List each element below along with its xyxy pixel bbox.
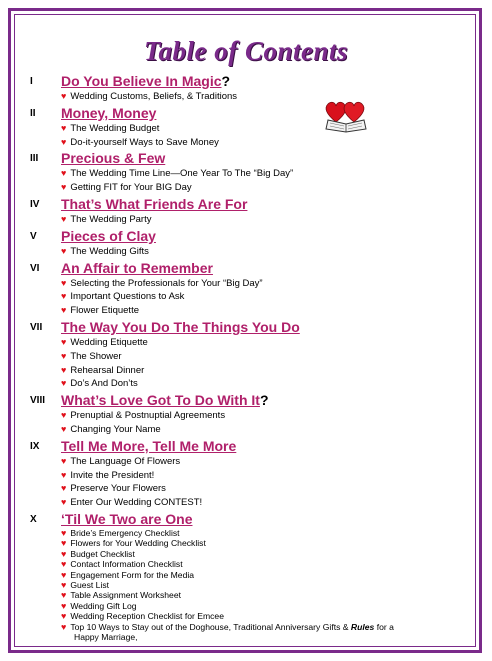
section-numeral: VI (30, 262, 40, 274)
list-item[interactable]: ♥ Table Assignment Worksheet (61, 590, 182, 601)
heart-icon: ♥ (61, 590, 67, 601)
heart-icon: ♥ (61, 91, 67, 101)
heart-icon: ♥ (61, 182, 67, 193)
section-numeral: V (30, 230, 37, 242)
heart-icon: ♥ (61, 483, 67, 494)
heart-icon: ♥ (61, 291, 67, 302)
heart-icon: ♥ (61, 621, 67, 632)
heart-icon: ♥ (61, 527, 67, 538)
list-item[interactable]: ♥ Wedding Etiquette (61, 336, 148, 348)
list-item[interactable]: ♥ Enter Our Wedding CONTEST! (61, 497, 203, 509)
section-numeral: I (30, 76, 33, 87)
list-item[interactable]: ♥ Guest List (61, 579, 110, 590)
list-item[interactable]: ♥ Prenuptial & Postnuptial Agreements (61, 410, 226, 422)
section-iv (30, 195, 470, 227)
section-heading[interactable]: Money, Money (61, 104, 157, 121)
list-item[interactable]: ♥ Important Questions to Ask (61, 291, 185, 303)
heart-icon: ♥ (61, 497, 67, 508)
list-item[interactable]: ♥ Flowers for Your Wedding Checklist (61, 538, 206, 549)
list-item[interactable]: ♥ Invite the President! (61, 469, 155, 481)
list-item[interactable]: ♥ Rehearsal Dinner (61, 364, 145, 376)
section-x (30, 510, 470, 642)
list-item[interactable]: ♥ The Wedding Time Line—One Year To The “Big Day” (61, 168, 294, 180)
list-item[interactable]: ♥ Getting FIT for Your BIG Day (61, 182, 192, 194)
section-numeral: II (30, 107, 36, 119)
heart-icon: ♥ (61, 305, 67, 316)
list-item[interactable]: ♥ Top 10 Ways to Stay out of the Doghouse, Traditional Anniversary Gifts & Rules for a Happy Marriage, (61, 621, 394, 642)
heart-icon: ♥ (61, 569, 67, 580)
section-vii (30, 318, 470, 391)
list-item[interactable]: ♥ Bride’s Emergency Checklist (61, 527, 180, 538)
heart-icon: ♥ (61, 469, 67, 480)
list-item[interactable]: ♥ Engagement Form for the Media (61, 569, 195, 580)
list-item[interactable]: ♥ Preserve Your Flowers (61, 483, 166, 495)
heart-icon: ♥ (61, 423, 67, 434)
table-of-contents (30, 72, 470, 642)
section-numeral: IV (30, 198, 40, 210)
section-numeral: VIII (30, 395, 46, 407)
section-heading[interactable]: The Way You Do The Things You Do (61, 318, 300, 335)
section-numeral: III (30, 153, 39, 165)
section-i (30, 72, 470, 104)
list-item[interactable]: ♥ Changing Your Name (61, 423, 161, 435)
section-v (30, 227, 470, 259)
heart-icon: ♥ (61, 213, 67, 224)
heart-icon: ♥ (61, 600, 67, 611)
heart-icon: ♥ (61, 350, 67, 361)
heart-icon: ♥ (61, 122, 67, 133)
heart-icon: ♥ (61, 245, 67, 256)
heart-icon: ♥ (61, 538, 67, 549)
section-numeral: X (30, 513, 37, 525)
heart-icon: ♥ (61, 455, 67, 466)
heart-icon: ♥ (61, 277, 67, 288)
heart-icon: ♥ (61, 136, 67, 147)
section-ii (30, 104, 470, 150)
list-item[interactable]: ♥ Do-it-yourself Ways to Save Money (61, 136, 219, 148)
section-heading[interactable]: An Affair to Remember (61, 259, 213, 276)
heart-icon: ♥ (61, 336, 67, 347)
heart-icon: ♥ (61, 378, 67, 389)
section-heading[interactable]: Pieces of Clay (61, 227, 156, 244)
section-heading[interactable]: ‘Til We Two are One (61, 510, 193, 527)
list-item[interactable]: ♥ Budget Checklist (61, 548, 135, 559)
heart-icon: ♥ (61, 168, 67, 179)
section-heading[interactable]: That’s What Friends Are For (61, 195, 248, 212)
list-item[interactable]: ♥ Wedding Gift Log (61, 600, 137, 611)
section-heading[interactable]: Tell Me More, Tell Me More (61, 437, 237, 454)
section-heading[interactable]: What’s Love Got To Do With It? (61, 392, 269, 409)
list-item[interactable]: ♥ The Wedding Party (61, 213, 152, 225)
list-item[interactable]: ♥ The Language Of Flowers (61, 455, 181, 467)
list-item[interactable]: ♥ Contact Information Checklist (61, 559, 183, 570)
heart-icon: ♥ (61, 548, 67, 559)
page-title: Table of Contents (143, 36, 349, 66)
list-item[interactable]: ♥ Wedding Customs, Beliefs, & Traditions (61, 91, 238, 102)
list-item[interactable]: ♥ The Wedding Gifts (61, 245, 149, 257)
list-item[interactable]: ♥ Selecting the Professionals for Your “Big Day” (61, 277, 263, 289)
list-item[interactable]: ♥ Do’s And Don’ts (61, 378, 138, 390)
section-vi (30, 259, 470, 318)
heart-icon: ♥ (61, 611, 67, 622)
list-item[interactable]: ♥ Wedding Reception Checklist for Emcee (61, 611, 224, 622)
section-iii (30, 149, 470, 195)
list-item[interactable]: ♥ The Shower (61, 350, 122, 362)
heart-icon: ♥ (61, 410, 67, 421)
section-heading[interactable]: Do You Believe In Magic? (61, 73, 231, 89)
section-heading[interactable]: Precious & Few (61, 150, 166, 167)
heart-icon: ♥ (61, 579, 67, 590)
section-ix (30, 437, 470, 510)
heart-icon: ♥ (61, 559, 67, 570)
heart-icon: ♥ (61, 364, 67, 375)
section-viii (30, 391, 470, 437)
list-item[interactable]: ♥ The Wedding Budget (61, 122, 160, 134)
list-item[interactable]: ♥ Flower Etiquette (61, 305, 139, 317)
section-numeral: VII (30, 321, 43, 333)
section-numeral: IX (30, 440, 40, 452)
